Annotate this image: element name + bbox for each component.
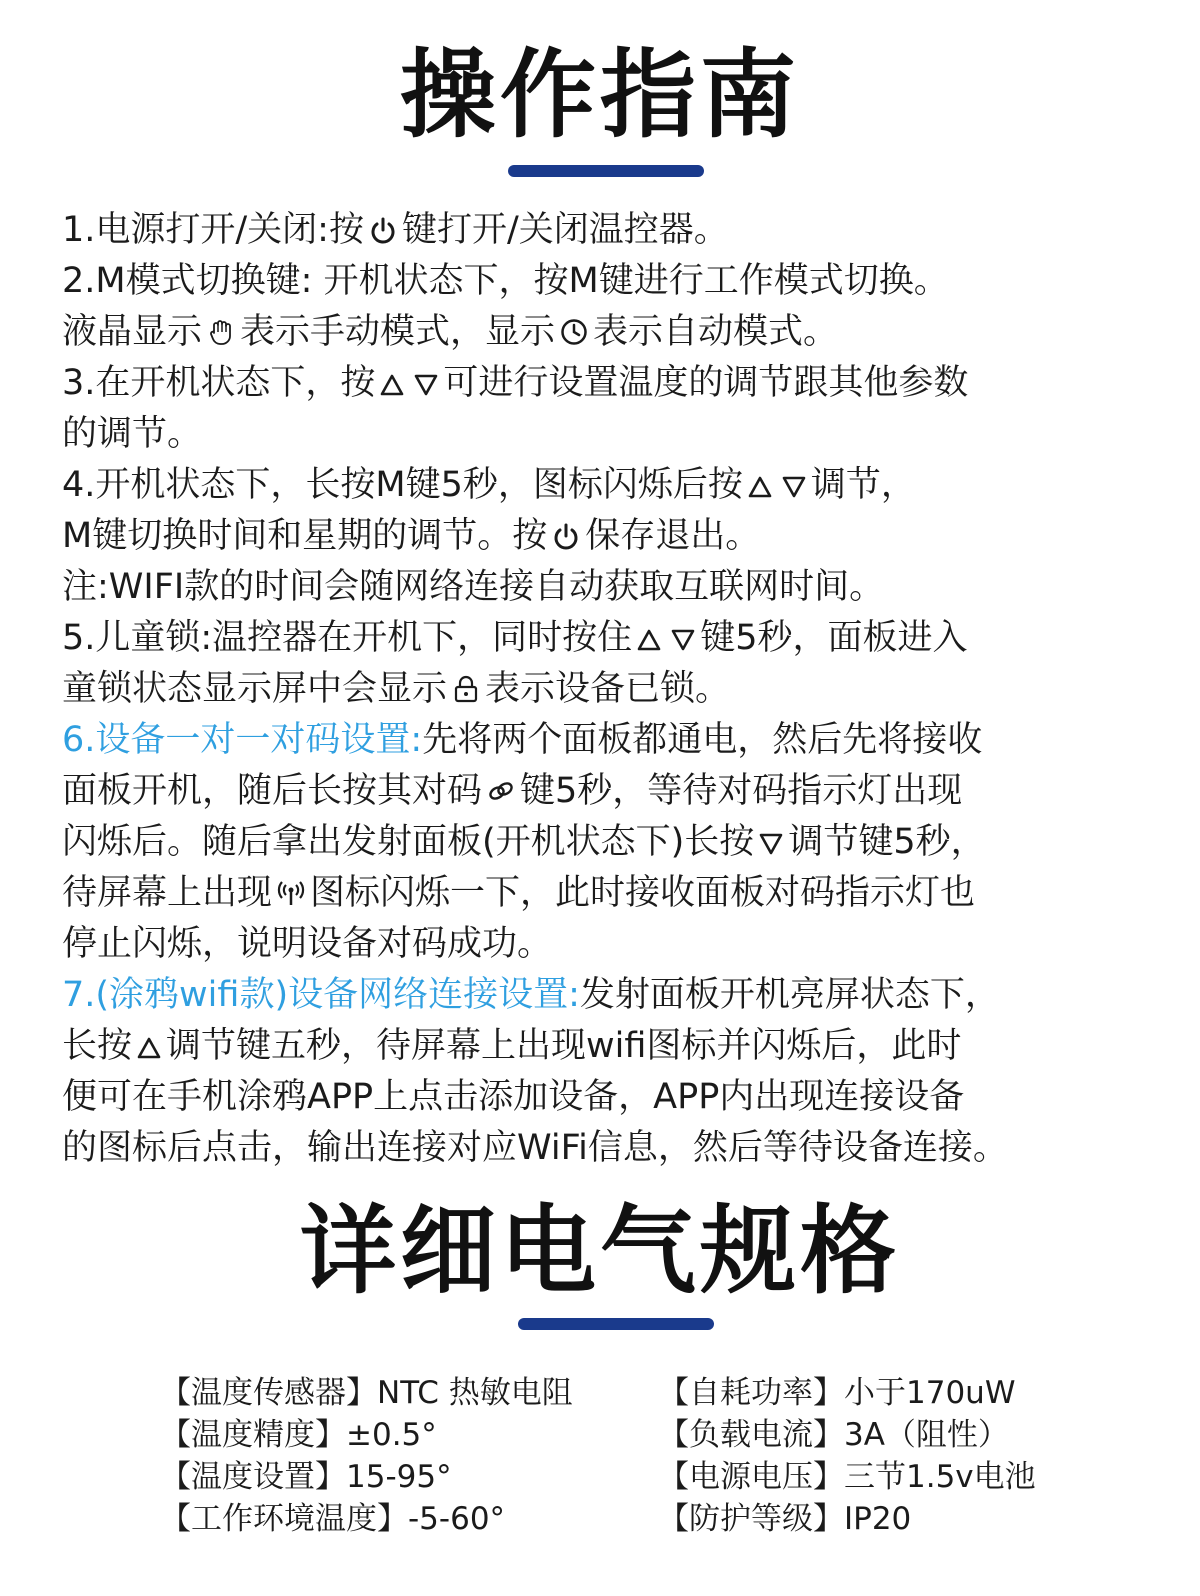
spec-item: 【负载电流】3A（阻性） xyxy=(658,1417,1009,1453)
guide-line: 便可在手机涂鸦APP上点击添加设备，APP内出现连接设备 xyxy=(62,1077,965,1117)
spec-item: 【温度传感器】NTC 热敏电阻 xyxy=(160,1375,573,1411)
spec-item: 【温度设置】15-95° xyxy=(160,1459,452,1495)
guide-line: 2.M模式切换键: 开机状态下，按M键进行工作模式切换。 xyxy=(62,261,949,301)
lock-icon xyxy=(451,674,481,704)
guide-line: 停止闪烁，说明设备对码成功。 xyxy=(62,924,553,964)
spec-row xyxy=(160,1372,1120,1414)
guide-line: 的图标后点击，输出连接对应WiFi信息，然后等待设备连接。 xyxy=(62,1128,1008,1168)
section-heading-pairing: 6.设备一对一对码设置: xyxy=(62,720,423,760)
guide-line: 长按 调节键五秒，待屏幕上出现wifi图标并闪烁后，此时 xyxy=(62,1026,962,1066)
guide-line: 4.开机状态下，长按M键5秒，图标闪烁后按 调节， xyxy=(62,465,916,505)
guide-line: 注:WIFI款的时间会随网络连接自动获取互联网时间。 xyxy=(62,567,885,607)
down-triangle-icon xyxy=(758,831,784,857)
title-underline xyxy=(508,165,704,177)
guide-line: 1.电源打开/关闭:按 键打开/关闭温控器。 xyxy=(62,210,729,250)
guide-line: 液晶显示 表示手动模式，显示 表示自动模式。 xyxy=(62,312,839,352)
spec-item: 【电源电压】三节1.5v电池 xyxy=(658,1459,1036,1495)
spec-item: 【温度精度】±0.5° xyxy=(160,1417,437,1453)
spec-table xyxy=(160,1372,1120,1540)
guide-line: 7.(涂鸦wifi款)设备网络连接设置:发射面板开机亮屏状态下， xyxy=(62,975,1000,1015)
spec-item: 【工作环境温度】-5-60° xyxy=(160,1501,506,1537)
up-triangle-icon xyxy=(636,627,662,653)
spec-row xyxy=(160,1498,1120,1540)
guide-line: M键切换时间和星期的调节。按 保存退出。 xyxy=(62,516,761,556)
down-triangle-icon xyxy=(670,627,696,653)
guide-line: 面板开机，随后长按其对码 键5秒，等待对码指示灯出现 xyxy=(62,771,963,811)
link-icon xyxy=(486,776,516,806)
up-triangle-icon xyxy=(379,372,405,398)
clock-icon xyxy=(559,317,589,347)
hand-icon xyxy=(206,317,236,347)
up-triangle-icon xyxy=(747,474,773,500)
guide-line: 待屏幕上出现 图标闪烁一下，此时接收面板对码指示灯也 xyxy=(62,873,976,913)
guide-line: 5.儿童锁:温控器在开机下，同时按住 键5秒，面板进入 xyxy=(62,618,968,658)
spec-row xyxy=(160,1414,1120,1456)
down-triangle-icon xyxy=(781,474,807,500)
power-icon xyxy=(551,521,581,551)
page-title-guide: 操作指南 xyxy=(400,39,800,151)
guide-line: 闪烁后。随后拿出发射面板(开机状态下)长按 调节键5秒， xyxy=(62,822,986,862)
up-triangle-icon xyxy=(136,1035,162,1061)
signal-icon xyxy=(276,878,306,908)
spec-item: 【防护等级】IP20 xyxy=(658,1501,912,1537)
guide-line: 童锁状态显示屏中会显示 表示设备已锁。 xyxy=(62,669,731,709)
guide-line: 3.在开机状态下，按 可进行设置温度的调节跟其他参数 xyxy=(62,363,969,403)
guide-line: 的调节。 xyxy=(62,414,203,454)
section-heading-wifi: 7.(涂鸦wifi款)设备网络连接设置: xyxy=(62,975,580,1015)
page-title-specs: 详细电气规格 xyxy=(300,1195,900,1307)
down-triangle-icon xyxy=(413,372,439,398)
guide-line: 6.设备一对一对码设置:先将两个面板都通电，然后先将接收 xyxy=(62,720,983,760)
guide-body xyxy=(62,205,1152,1174)
power-icon xyxy=(368,215,398,245)
spec-item: 【自耗功率】小于170uW xyxy=(658,1375,1016,1411)
title-underline xyxy=(518,1318,714,1330)
spec-row xyxy=(160,1456,1120,1498)
